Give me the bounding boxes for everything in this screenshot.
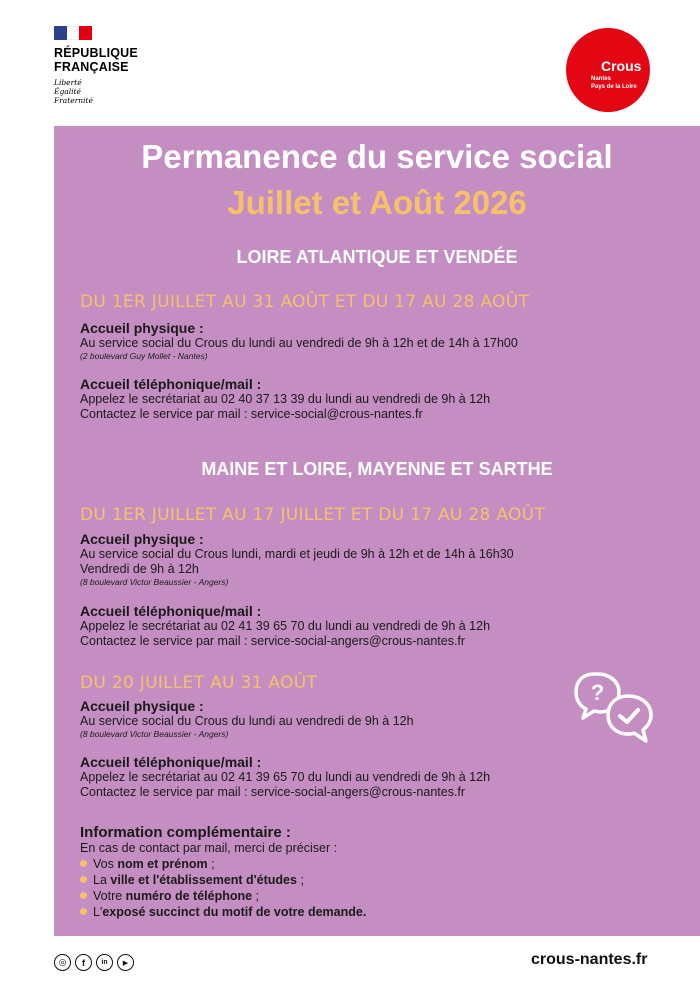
bullet-icon — [80, 876, 87, 883]
info-heading: Information complémentaire : — [80, 824, 291, 841]
list-item: Votre numéro de téléphone ; — [80, 888, 690, 904]
region-heading-maine-et-loire: MAINE ET LOIRE, MAYENNE ET SARTHE — [201, 459, 553, 479]
address-text: (2 boulevard Guy Mollet - Nantes) — [80, 351, 208, 361]
accueil-telephonique-block — [80, 754, 690, 800]
crous-logo-region: Pays de la Loire — [591, 84, 637, 90]
accueil-telephonique-heading: Accueil téléphonique/mail : — [80, 376, 262, 392]
accueil-telephonique-block — [80, 376, 690, 422]
crous-logo — [566, 28, 650, 112]
email-text: Contactez le service par mail : service-social@crous-nantes.fr — [80, 407, 423, 421]
accueil-physique-text: Au service social du Crous du lundi au vendredi de 9h à 12h et de 14h à 17h00 — [80, 336, 518, 350]
accueil-physique-heading: Accueil physique : — [80, 531, 204, 547]
crous-logo-city: Nantes — [591, 76, 612, 82]
instagram-icon[interactable]: ◎ — [54, 954, 71, 971]
republique-francaise-logo — [54, 26, 164, 105]
accueil-physique-text: Au service social du Crous lundi, mardi et jeudi de 9h à 12h et de 14h à 16h30 — [80, 547, 514, 561]
list-item: L'exposé succinct du motif de votre demande. — [80, 904, 690, 920]
information-complementaire — [80, 824, 690, 920]
region-heading-loire-atlantique: LOIRE ATLANTIQUE ET VENDÉE — [236, 247, 518, 267]
bullet-icon — [80, 860, 87, 867]
accueil-physique-block — [80, 320, 690, 362]
rf-name: RÉPUBLIQUE FRANÇAISE — [54, 46, 138, 74]
rf-motto: Liberté Égalité Fraternité — [54, 78, 93, 105]
website-link[interactable]: crous-nantes.fr — [531, 951, 648, 968]
bullet-icon — [80, 892, 87, 899]
question-answer-bubbles-icon — [574, 670, 656, 746]
accueil-telephonique-heading: Accueil téléphonique/mail : — [80, 754, 262, 770]
address-text: (8 boulevard Victor Beaussier - Angers) — [80, 729, 229, 739]
facebook-icon[interactable]: f — [75, 954, 92, 971]
email-text: Contactez le service par mail : service-social-angers@crous-nantes.fr — [80, 634, 466, 648]
email-text: Contactez le service par mail : service-social-angers@crous-nantes.fr — [80, 785, 466, 799]
page-title: Permanence du service social — [141, 138, 613, 175]
svg-text:?: ? — [590, 680, 605, 705]
phone-text: Appelez le secrétariat au 02 40 37 13 39 du lundi au vendredi de 9h à 12h — [80, 392, 491, 406]
phone-text: Appelez le secrétariat au 02 41 39 65 70 du lundi au vendredi de 9h à 12h — [80, 770, 491, 784]
phone-text: Appelez le secrétariat au 02 41 39 65 70 du lundi au vendredi de 9h à 12h — [80, 619, 491, 633]
accueil-physique-block — [80, 531, 690, 588]
accueil-physique-heading: Accueil physique : — [80, 698, 204, 714]
accueil-physique-text-friday: Vendredi de 9h à 12h — [80, 562, 199, 576]
list-item: Vos nom et prénom ; — [80, 856, 690, 872]
period-heading: DU 20 JUILLET AU 31 AOÛT — [80, 673, 318, 693]
info-intro: En cas de contact par mail, merci de préciser : — [80, 841, 338, 855]
accueil-physique-block — [80, 698, 560, 740]
main-panel — [54, 126, 700, 936]
accueil-physique-text: Au service social du Crous du lundi au vendredi de 9h à 12h — [80, 714, 414, 728]
period-heading: DU 1ER JUILLET AU 17 JUILLET ET DU 17 AU 28 AOÛT — [80, 505, 546, 525]
linkedin-icon[interactable]: in — [96, 954, 113, 971]
address-text: (8 boulevard Victor Beaussier - Angers) — [80, 577, 229, 587]
accueil-telephonique-heading: Accueil téléphonique/mail : — [80, 603, 262, 619]
crous-logo-name: Crous — [601, 58, 642, 74]
bullet-icon — [80, 908, 87, 915]
accueil-telephonique-block — [80, 603, 690, 649]
page-subtitle: Juillet et Août 2026 — [227, 184, 527, 221]
social-links — [54, 954, 134, 971]
accueil-physique-heading: Accueil physique : — [80, 320, 204, 336]
youtube-icon[interactable]: ▶ — [117, 954, 134, 971]
period-heading: DU 1ER JUILLET AU 31 AOÛT ET DU 17 AU 28 AOÛT — [80, 292, 530, 312]
list-item: La ville et l'établissement d'études ; — [80, 872, 690, 888]
french-flag-icon — [54, 26, 92, 40]
